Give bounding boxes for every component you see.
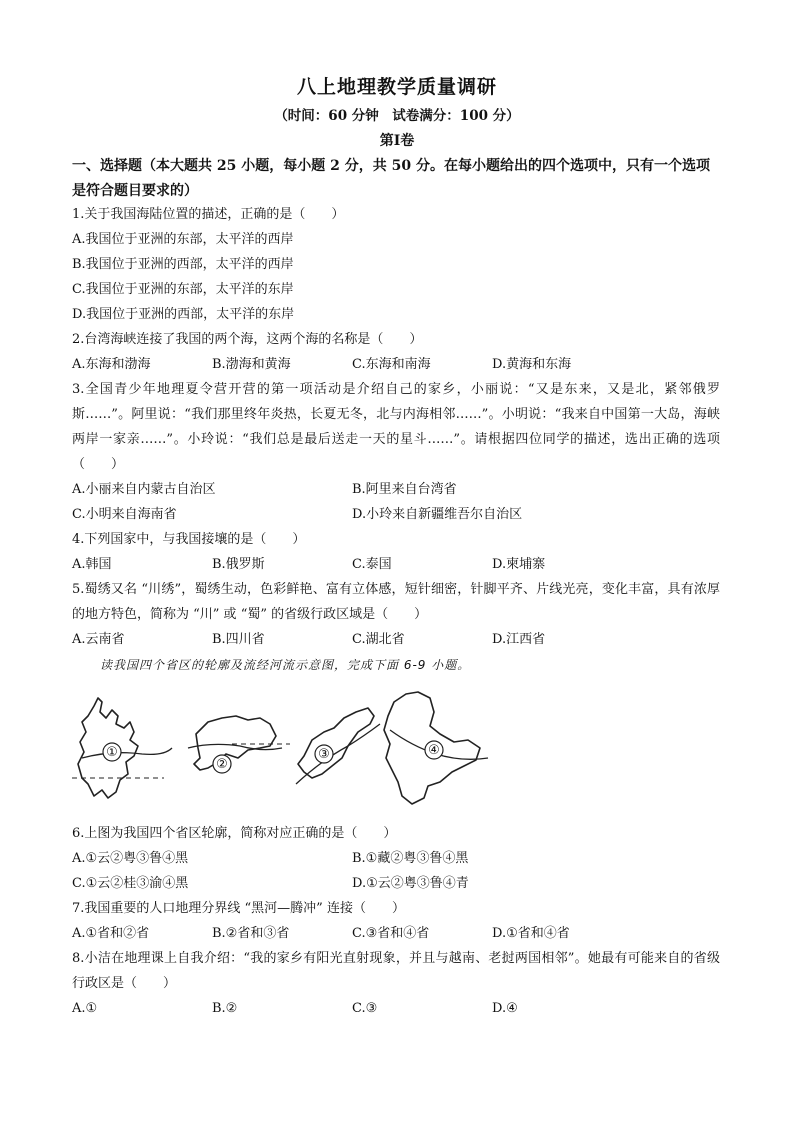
question-5-stem: 5.蜀绣又名 “川绣”，蜀绣生动，色彩鲜艳、富有立体感，短针细密，针脚平齐、片线光亮，变化丰富，具有浓厚的地方特色，简称为 “川” 或 “蜀” 的省级行政区域是（ ） [72, 582, 720, 622]
question-3-stem: 3.全国青少年地理夏令营开营的第一项活动是介绍自己的家乡，小丽说：“又是东来，又是北，紧邻俄罗斯……”。阿里说：“我们那里终年炎热，长夏无冬，北与内海相邻……”。小明说：“我来自中国第一大岛，海峡两岸一家亲……”。小玲说：“我们总是最后送走一天的星斗……”。请根据四位同学的描述，选出正确的选项（ ） [72, 382, 720, 472]
question-8-option-b: B.② [212, 1001, 238, 1016]
question-6-option-a: A.①云②粤③鲁④黑 [72, 851, 189, 866]
question-1-option-b: B.我国位于亚洲的西部，太平洋的西岸 [72, 257, 294, 272]
question-4-option-b: B.俄罗斯 [212, 557, 265, 572]
question-5-option-b: B.四川省 [212, 632, 265, 647]
question-5-option-c: C.湖北省 [352, 632, 405, 647]
question-2-option-c: C.东海和南海 [352, 357, 431, 372]
question-8-option-c: C.③ [352, 1001, 378, 1016]
question-3-option-a: A.小丽来自内蒙古自治区 [72, 482, 216, 497]
exam-info: （时间：60 分钟 试卷满分：100 分） [274, 108, 520, 124]
question-7-option-b: B.②省和③省 [212, 926, 290, 941]
question-5-option-d: D.江西省 [492, 632, 546, 647]
question-1-option-d: D.我国位于亚洲的西部，太平洋的东岸 [72, 307, 295, 322]
question-3-option-c: C.小明来自海南省 [72, 507, 177, 522]
question-6-option-d: D.①云②粤③鲁④青 [352, 876, 469, 891]
question-2-option-d: D.黄海和东海 [492, 357, 572, 372]
province-outline-maps [72, 688, 492, 818]
question-8-option-d: D.④ [492, 1001, 518, 1016]
question-7-option-a: A.①省和②省 [72, 926, 150, 941]
province-outline-3 [298, 708, 374, 778]
volume-label: 第Ⅰ卷 [379, 133, 415, 149]
question-3-option-b: B.阿里来自台湾省 [352, 482, 457, 497]
question-1-option-a: A.我国位于亚洲的东部，太平洋的西岸 [72, 232, 294, 247]
question-2-option-a: A.东海和渤海 [72, 357, 151, 372]
question-6-stem: 6.上图为我国四个省区轮廓，简称对应正确的是（ ） [72, 826, 397, 841]
province-outline-2 [194, 716, 276, 770]
question-2-stem: 2.台湾海峡连接了我国的两个海，这两个海的名称是（ ） [72, 332, 423, 347]
question-4-option-a: A.韩国 [72, 557, 112, 572]
river-1 [82, 748, 172, 758]
question-7-option-c: C.③省和④省 [352, 926, 430, 941]
page-title: 八上地理教学质量调研 [296, 76, 497, 98]
marker-1-label: ① [106, 745, 118, 760]
question-4-option-d: D.柬埔寨 [492, 557, 546, 572]
question-6-option-b: B.①藏②粤③鲁④黑 [352, 851, 469, 866]
question-5-option-a: A.云南省 [72, 632, 125, 647]
question-2-option-b: B.渤海和黄海 [212, 357, 291, 372]
marker-2-label: ② [216, 757, 228, 772]
question-3-option-d: D.小玲来自新疆维吾尔自治区 [352, 507, 523, 522]
question-4-stem: 4.下列国家中，与我国接壤的是（ ） [72, 532, 306, 547]
question-1-stem: 1.关于我国海陆位置的描述，正确的是（ ） [72, 207, 345, 222]
question-1-option-c: C.我国位于亚洲的东部，太平洋的东岸 [72, 282, 294, 297]
question-4-option-c: C.泰国 [352, 557, 392, 572]
marker-4-label: ④ [428, 743, 440, 758]
question-7-stem: 7.我国重要的人口地理分界线 “黑河—腾冲” 连接（ ） [72, 901, 405, 916]
question-8-stem: 8.小洁在地理课上自我介绍：“我的家乡有阳光直射现象，并且与越南、老挝两国相邻”。她最有可能来自的省级行政区是（ ） [72, 951, 720, 991]
question-6-option-c: C.①云②桂③渝④黑 [72, 876, 189, 891]
marker-3-label: ③ [318, 747, 330, 762]
question-7-option-d: D.①省和④省 [492, 926, 570, 941]
question-8-option-a: A.① [72, 1001, 98, 1016]
figure-instruction: 读我国四个省区的轮廓及流经河流示意图，完成下面 6-9 小题。 [100, 658, 471, 672]
section-heading: 一、选择题（本大题共 25 小题，每小题 2 分，共 50 分。在每小题给出的四个选项中，只有一个选项是符合题目要求的） [72, 158, 710, 199]
